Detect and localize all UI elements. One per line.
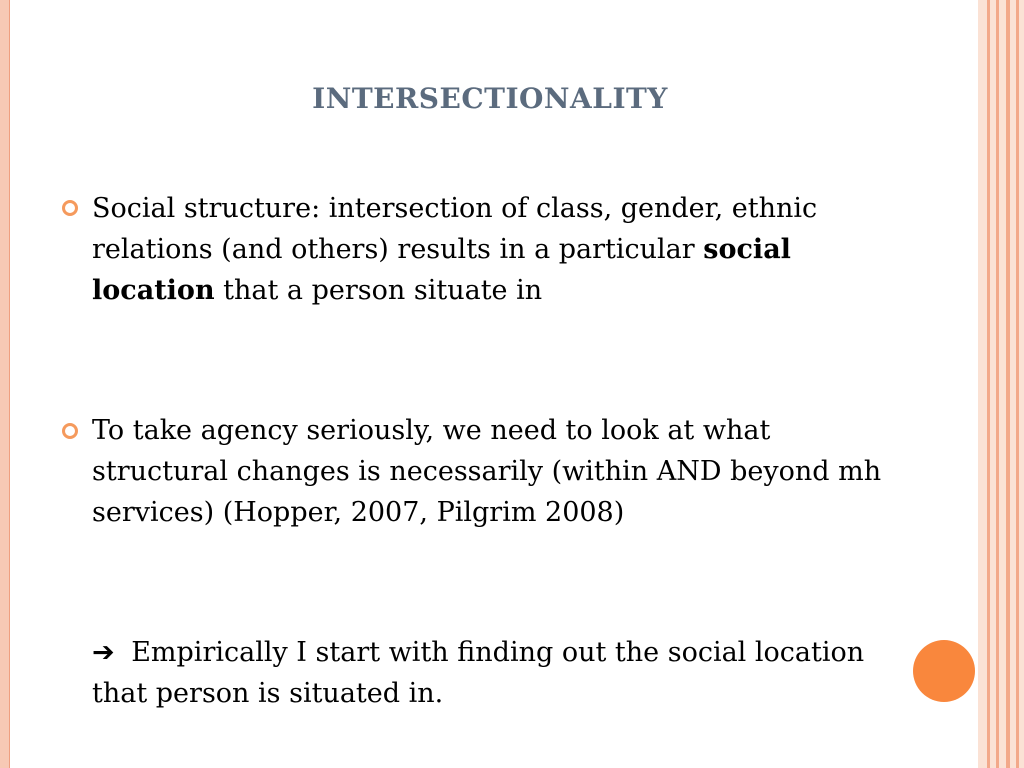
- right-border-line-2: [996, 0, 999, 768]
- arrow-item: [92, 632, 892, 714]
- bullet-icon: [62, 200, 78, 216]
- bullet-text-continued: that a person situate in: [214, 275, 543, 306]
- right-border-line-3: [1006, 0, 1010, 768]
- bullet-social-structure: [92, 188, 892, 311]
- bullet-icon: [62, 423, 78, 439]
- left-border: [0, 0, 9, 768]
- right-arrow-icon: ➔: [92, 637, 115, 668]
- right-border-line-1: [987, 0, 990, 768]
- bullet-agency: To take agency seriously, we need to look at what structural changes is necessarily (within AND beyond mh services) (Hopper, 2007, Pilgrim 2008): [92, 415, 882, 528]
- right-border-line-4: [1016, 0, 1019, 768]
- arrow-item-text: Empirically I start with finding out the social location that person is situated in.: [92, 637, 865, 709]
- left-border-line: [9, 0, 10, 768]
- bullet-text: Social structure: intersection of class, gender, ethnic relations (and others) results in a particular: [92, 193, 818, 265]
- slide-title: INTERSECTIONALITY: [312, 82, 668, 115]
- bullet-bold-text: social location: [92, 234, 791, 306]
- orange-circle-decoration: [913, 640, 975, 702]
